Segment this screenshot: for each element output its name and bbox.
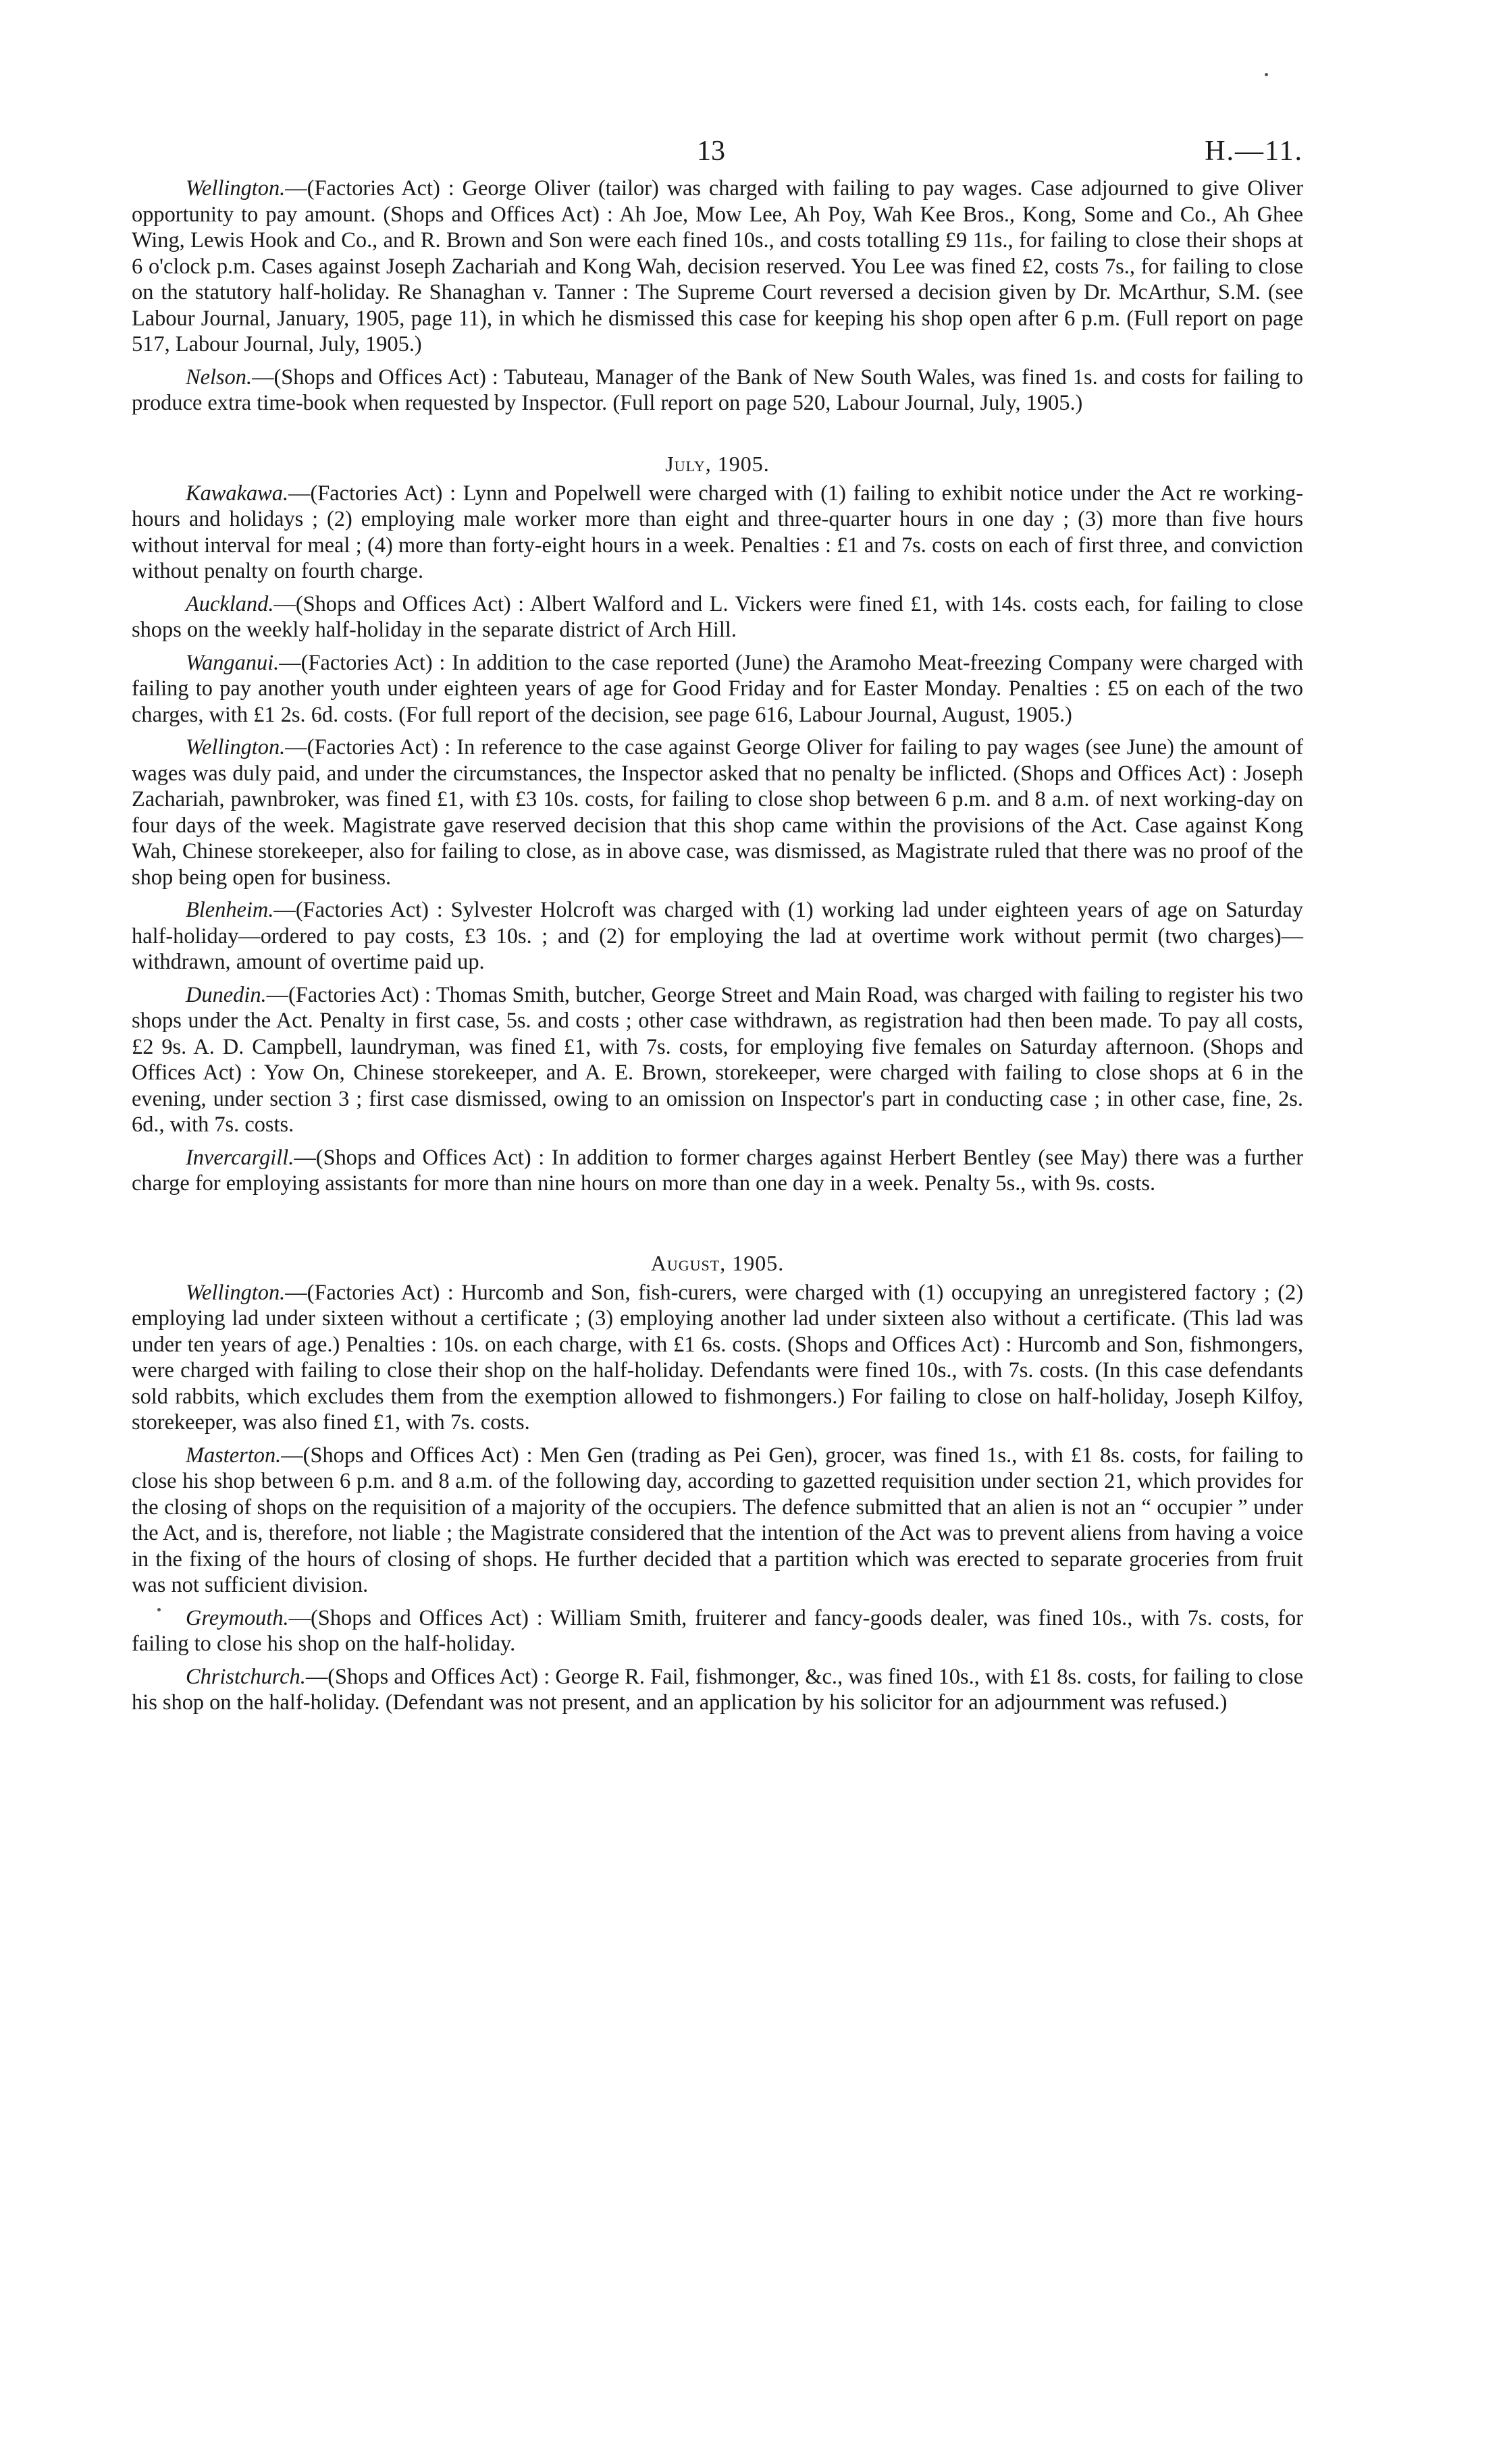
place-name: Wanganui. bbox=[186, 650, 280, 675]
case-entry bbox=[132, 734, 1303, 890]
place-name: Masterton. bbox=[186, 1443, 282, 1468]
entry-text: —(Shops and Offices Act) : In addition to former charges against Herbert Bentley (see May) there was a further charge for employing assistants for more than nine hours on more than one day in a week. Penalty 5s., with 9s. costs. bbox=[132, 1145, 1303, 1196]
place-name: Christchurch. bbox=[186, 1664, 306, 1689]
case-entry bbox=[132, 982, 1303, 1138]
place-name: Wellington. bbox=[186, 1280, 286, 1305]
entry-text: —(Shops and Offices Act) : Tabuteau, Manager of the Bank of New South Wales, was fined 1s. and costs for failing to produce extra time-book when requested by Inspector. (Full report on page 520, Labour Journal, July, 1905.) bbox=[132, 365, 1303, 415]
section-july-1905 bbox=[132, 452, 1303, 1197]
case-entry bbox=[132, 897, 1303, 975]
entry-text: —(Shops and Offices Act) : Men Gen (trading as Pei Gen), grocer, was fined 1s., with £1 8s. costs, for failing to close his shop between 6 p.m. and 8 a.m. of the following day, according to gazetted requisition under section 21, which provides for the closing of shops on the requisition of a majority of the occupiers. The defence submitted that an alien is not an “ occupier ” under the Act, and is, therefore, not liable ; the Magistrate considered that the intention of the Act was to prevent aliens from having a voice in the fixing of the hours of closing of shops. He further decided that a partition which was erected to separate groceries from fruit was not sufficient division. bbox=[132, 1443, 1303, 1597]
place-name: Nelson. bbox=[186, 365, 253, 390]
case-entry bbox=[132, 591, 1303, 643]
month-heading: July, 1905. bbox=[665, 451, 770, 476]
stray-ink-dot bbox=[1265, 73, 1268, 76]
place-name: Greymouth. bbox=[186, 1605, 289, 1630]
running-head bbox=[132, 135, 1303, 176]
entry-text: —(Factories Act) : In addition to the case reported (June) the Aramoho Meat-freezing Company were charged with failing to pay another youth under eighteen years of age for Good Friday and for Easter Monday. Penalties : £5 on each of the two charges, with £1 2s. 6d. costs. (For full report of the decision, see page 616, Labour Journal, August, 1905.) bbox=[132, 650, 1303, 727]
page-number: 13 bbox=[697, 136, 725, 167]
page-body bbox=[132, 135, 1303, 1723]
place-name: Kawakawa. bbox=[186, 481, 289, 506]
place-name: Auckland. bbox=[186, 591, 274, 616]
case-entry bbox=[132, 1145, 1303, 1197]
section-continued bbox=[132, 176, 1303, 417]
entry-text: —(Factories Act) : George Oliver (tailor) was charged with failing to pay wages. Case adjourned to give Oliver opportunity to pay amount. (Shops and Offices Act) : Ah Joe, Mow Lee, Ah Poy, Wah Kee Bros., Kong, Some and Co., Ah Ghee Wing, Lewis Hook and Co., and R. Brown and Son were each fined 10s., and costs totalling £9 11s., for failing to close their shops at 6 o'clock p.m. Cases against Joseph Zachariah and Kong Wah, decision reserved. You Lee was fined £2, costs 7s., for failing to close on the statutory half-holiday. Re Shanaghan v. Tanner : The Supreme Court reversed a decision given by Dr. McArthur, S.M. (see Labour Journal, January, 1905, page 11), in which he dismissed this case for keeping his shop open after 6 p.m. (Full report on page 517, Labour Journal, July, 1905.) bbox=[132, 176, 1303, 356]
section-august-1905 bbox=[132, 1251, 1303, 1716]
place-name: Blenheim. bbox=[186, 898, 274, 922]
case-entry bbox=[132, 365, 1303, 417]
case-entry bbox=[132, 650, 1303, 728]
case-entry bbox=[132, 1443, 1303, 1599]
entry-text: —(Factories Act) : Lynn and Popelwell were charged with (1) failing to exhibit notice under the Act re working-hours and holidays ; (2) employing male worker more than eight and three-quarter hours in one day ; (3) more than five hours without interval for meal ; (4) more than forty-eight hours in a week. Penalties : £1 and 7s. costs on each of first three, and conviction without penalty on fourth charge. bbox=[132, 481, 1303, 583]
case-entry bbox=[132, 1605, 1303, 1657]
entry-text: —(Factories Act) : Hurcomb and Son, fish-curers, were charged with (1) occupying an unregistered factory ; (2) employing lad under sixteen without a certificate ; (3) employing another lad under sixteen also without a certificate. (This lad was under ten years of age.) Penalties : 10s. on each charge, with £1 6s. costs. (Shops and Offices Act) : Hurcomb and Son, fishmongers, were charged with failing to close their shop on the half-holiday. Defendants were fined 10s., with 7s. costs. (In this case defendants sold rabbits, which excludes them from the exemption allowed to fishmongers.) For failing to close on half-holiday, Joseph Kilfoy, storekeeper, was also fined £1, with 7s. costs. bbox=[132, 1280, 1303, 1435]
entry-text: —(Factories Act) : Thomas Smith, butcher, George Street and Main Road, was charged with failing to register his two shops under the Act. Penalty in first case, 5s. and costs ; other case withdrawn, as registration had then been made. To pay all costs, £2 9s. A. D. Campbell, laundryman, was fined £1, with 7s. costs, for employing five females on Saturday afternoon. (Shops and Offices Act) : Yow On, Chinese storekeeper, and A. E. Brown, storekeeper, were charged with failing to close shops at 6 in the evening, under section 3 ; first case dismissed, owing to an omission on Inspector's part in conducting case ; in other case, fine, 2s. 6d., with 7s. costs. bbox=[132, 982, 1303, 1137]
case-entry bbox=[132, 1664, 1303, 1716]
document-reference: H.—11. bbox=[1205, 136, 1303, 167]
entry-text: —(Shops and Offices Act) : William Smith, fruiterer and fancy-goods dealer, was fined 10s., with 7s. costs, for failing to close his shop on the half-holiday. bbox=[132, 1605, 1303, 1656]
entry-text: —(Shops and Offices Act) : Albert Walford and L. Vickers were fined £1, with 14s. costs each, for failing to close shops on the weekly half-holiday in the separate district of Arch Hill. bbox=[132, 591, 1303, 642]
entry-text: —(Factories Act) : In reference to the case against George Oliver for failing to pay wages (see June) the amount of wages was duly paid, and under the circumstances, the Inspector asked that no penalty be inflicted. (Shops and Offices Act) : Joseph Zachariah, pawnbroker, was fined £1, with £3 10s. costs, for failing to close shop between 6 p.m. and 8 a.m. of next working-day on four days of the week. Magistrate gave reserved decision that this shop came within the provisions of the Act. Case against Kong Wah, Chinese storekeeper, also for failing to close, as in above case, was dismissed, as Magistrate ruled that there was no proof of the shop being open for business. bbox=[132, 735, 1303, 890]
place-name: Wellington. bbox=[186, 735, 286, 759]
place-name: Invercargill. bbox=[186, 1145, 294, 1170]
case-entry bbox=[132, 1280, 1303, 1436]
place-name: Dunedin. bbox=[186, 982, 267, 1007]
entry-text: —(Shops and Offices Act) : George R. Fail, fishmonger, &c., was fined 10s., with £1 8s. costs, for failing to close his shop on the half-holiday. (Defendant was not present, and an application by his solicitor for an adjournment was refused.) bbox=[132, 1664, 1303, 1715]
case-entry bbox=[132, 176, 1303, 358]
month-heading: August, 1905. bbox=[650, 1250, 785, 1275]
case-entry bbox=[132, 481, 1303, 585]
place-name: Wellington. bbox=[186, 176, 286, 200]
entry-text: —(Factories Act) : Sylvester Holcroft was charged with (1) working lad under eighteen years of age on Saturday half-holiday—ordered to pay costs, £3 10s. ; and (2) for employing the lad at overtime work without permit (two charges)—withdrawn, amount of overtime paid up. bbox=[132, 898, 1303, 974]
